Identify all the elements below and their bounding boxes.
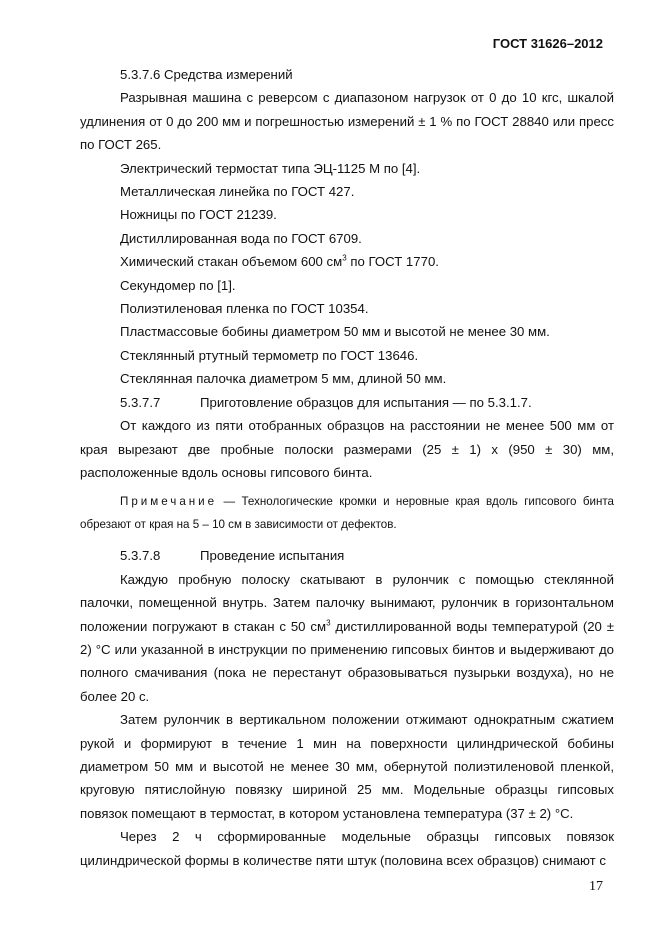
- beaker-text-end: по ГОСТ 1770.: [346, 254, 439, 270]
- equipment-item: Полиэтиленовая пленка по ГОСТ 10354.: [120, 301, 369, 317]
- equipment-item-beaker: [80, 250, 614, 273]
- test-paragraph-2: Затем рулончик в вертикальном положении отжимают однократным сжатием рукой и формируют в течение 1 мин на поверхности цилиндрической бобины диаметром 50 мм и высотой не менее 30 мм, обернутой полиэтиленовой пленкой, круговую пятислойную повязку шириной 25 мм. Модельные образцы гипсовых повязок помещают в термостат, в котором установлена температура (37 ± 2) °С.: [80, 712, 614, 821]
- equipment-item: Секундомер по [1].: [120, 277, 236, 293]
- document-body: [80, 63, 614, 872]
- section-number: 5.3.7.8: [120, 548, 161, 564]
- equipment-paragraph: Разрывная машина с реверсом с диапазоном нагрузок от 0 до 10 кгс, шкалой удлинения от 0 до 200 мм и погрешностью измерений ± 1 % по ГОСТ 28840 или пресс по ГОСТ 265.: [80, 90, 614, 153]
- equipment-item: Стеклянный ртутный термометр по ГОСТ 13646.: [120, 347, 419, 363]
- standard-header: ГОСТ 31626–2012: [492, 36, 603, 51]
- note-paragraph: [80, 490, 614, 536]
- equipment-item: Металлическая линейка по ГОСТ 427.: [120, 184, 355, 200]
- section-title: Приготовление образцов для испытания — по 5.3.1.7.: [200, 394, 532, 410]
- sample-preparation-paragraph: От каждого из пяти отобранных образцов на расстоянии не менее 500 мм от края вырезают две пробные полоски размерами (25 ± 1) х (950 ± 30) мм, расположенные вдоль основы гипсового бинта.: [80, 418, 614, 480]
- note-label: Примечание: [120, 495, 218, 509]
- volume-superscript: 3: [326, 618, 331, 628]
- equipment-item: Дистиллированная вода по ГОСТ 6709.: [120, 230, 362, 246]
- beaker-text: Химический стакан объемом 600 см: [120, 254, 343, 270]
- equipment-item: Стеклянная палочка диаметром 5 мм, длиной 50 мм.: [120, 371, 447, 387]
- equipment-item: Пластмассовые бобины диаметром 50 мм и высотой не менее 30 мм.: [120, 324, 550, 340]
- section-heading-5-3-7-6: 5.3.7.6 Средства измерений: [120, 67, 293, 82]
- section-heading-5-3-7-7: [80, 391, 614, 414]
- beaker-superscript: 3: [342, 253, 347, 263]
- section-title: Проведение испытания: [200, 548, 345, 564]
- test-paragraph-1: [80, 568, 614, 708]
- note-text: — Технологические кромки и неровные края вдоль гипсового бинта обрезают от края на 5 – 10 см в зависимости от дефектов.: [80, 495, 614, 532]
- test-paragraph-3: Через 2 ч сформированные модельные образцы гипсовых повязок цилиндрической формы в количестве пяти штук (половина всех образцов) снимают с: [80, 829, 614, 868]
- test-text-end: дистиллированной воды температурой (20 ± 2) °С или указанной в инструкции по применению гипсовых бинтов и выдерживают до полного смачивания (пока не перестанут образовываться пузырьки воздуха), но не более 20 с.: [80, 618, 615, 704]
- section-heading-5-3-7-8: [80, 544, 614, 567]
- equipment-item: Ножницы по ГОСТ 21239.: [120, 207, 277, 223]
- equipment-item: Электрический термостат типа ЭЦ-1125 М по [4].: [120, 160, 421, 176]
- section-number: 5.3.7.7: [120, 394, 161, 410]
- page-number: 17: [589, 879, 603, 894]
- test-text: Каждую пробную полоску скатывают в рулончик с помощью стеклянной палочки, помещенной внутрь. Затем палочку вынимают, рулончик в горизонтальном положении погружают в стакан с 50 см: [80, 571, 614, 634]
